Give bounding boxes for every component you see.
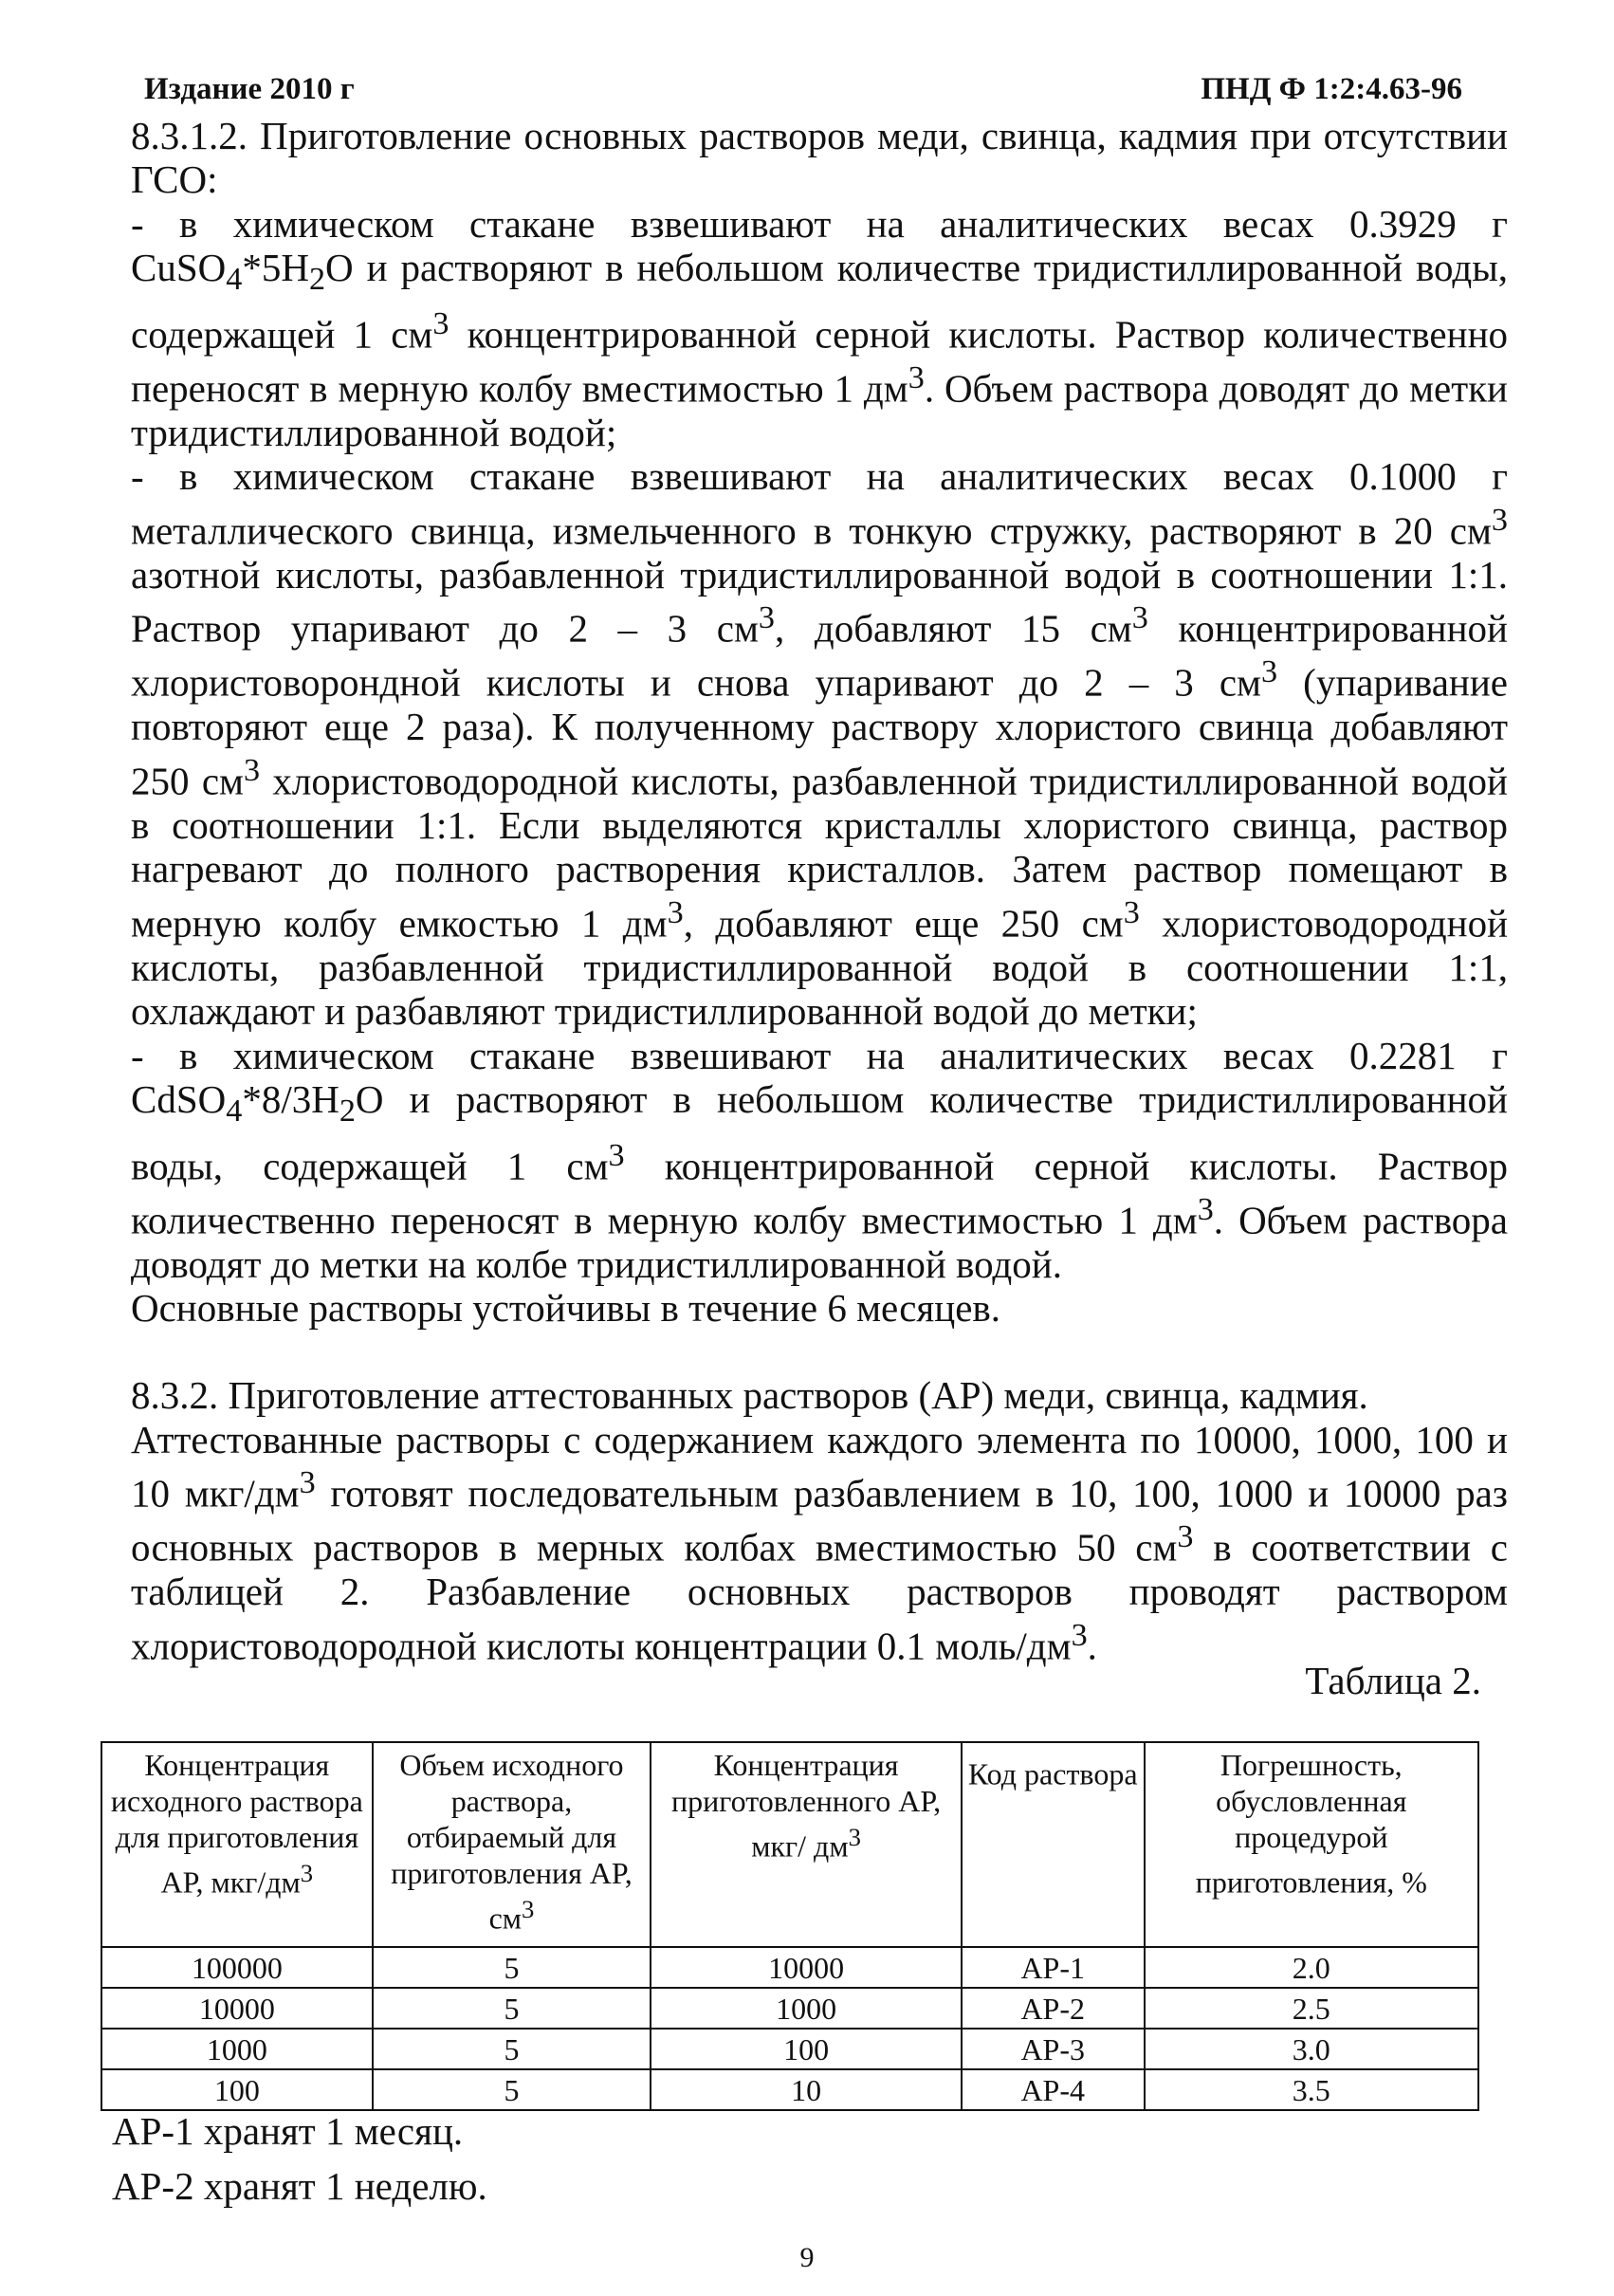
page-header: [144, 72, 1462, 119]
header-error: Погрешность, обусловленная процедурой приготовления, %: [1145, 1742, 1478, 1947]
table-cell: 10000: [101, 1988, 373, 2029]
table-cell: 5: [373, 2029, 651, 2069]
section-8-3-2-heading: 8.3.2. Приготовление аттестованных растворов (АР) меди, свинца, кадмия.: [131, 1373, 1368, 1418]
table-cell: 100: [101, 2069, 373, 2110]
header-source-concentration: Концентрация исходного раствора для приготовления АР, мкг/$дм^3$: [101, 1742, 373, 1947]
page-number: 9: [799, 2242, 815, 2273]
edition-label: Издание 2010 г: [144, 72, 355, 106]
table-cell: 1000: [651, 1988, 962, 2029]
table-caption: Таблица 2.: [1305, 1659, 1481, 1702]
paragraph-spacer: [131, 1330, 1508, 1373]
table-row: [101, 1988, 1478, 2029]
table-cell: 3.5: [1145, 2069, 1478, 2110]
table-cell: 100: [651, 2029, 962, 2069]
storage-notes: [112, 2103, 487, 2213]
table-cell: 10000: [651, 1947, 962, 1988]
section-8-3-1-2-heading: 8.3.1.2. Приготовление основных растворов меди, свинца, кадмия при отсутствии ГСО:: [131, 114, 1508, 202]
cadmium-paragraph: - в химическом стакане взвешивают на аналитических весах 0.2281 г $CdSO_4*8/3H_2O$ и растворяют в небольшом количестве тридистиллированной воды, содержащей 1 $см^3$ концентрированной серной кислоты. Раствор количественно переносят в мерную колбу вместимостью 1 $дм^3$. Объем раствора доводят до метки на колбе тридистиллированной водой.: [131, 1033, 1508, 1286]
table-cell: 10: [651, 2069, 962, 2110]
body-text: [131, 114, 1508, 1668]
header-prepared-concentration: Концентрация приготовленного АР, мкг/ $дм^3$: [651, 1742, 962, 1947]
table-cell: АР-4: [962, 2069, 1145, 2110]
copper-paragraph: - в химическом стакане взвешивают на аналитических весах 0.3929 г $CuSO_4*5H_2O$ и растворяют в небольшом количестве тридистиллированной воды, содержащей 1 $см^3$ концентрированной серной кислоты. Раствор количественно переносят в мерную колбу вместимостью 1 $дм^3$. Объем раствора доводят до метки тридистиллированной водой;: [131, 201, 1509, 454]
table-cell: АР-3: [962, 2029, 1145, 2069]
table-cell: 100000: [101, 1947, 373, 1988]
table-cell: 5: [373, 1947, 651, 1988]
table-cell: 5: [373, 1988, 651, 2029]
note-ar2-storage: АР-2 хранят 1 неделю.: [112, 2164, 487, 2208]
document-code: ПНД Ф 1:2:4.63-96: [1201, 72, 1462, 106]
table-cell: 2.5: [1145, 1988, 1478, 2029]
solutions-table: [101, 1741, 1479, 2111]
note-ar1-storage: АР-1 хранят 1 месяц.: [112, 2109, 464, 2153]
section-8-3-2-paragraph: Аттестованные растворы с содержанием каждого элемента по 10000, 1000, 100 и 10 мкг/$дм^3$ готовят последовательным разбавлением в 10, 100, 1000 и 10000 раз основных растворов в мерных колбах вместимостью 50 $см^3$ в соответствии с таблицей 2. Разбавление основных растворов проводят раствором хлористоводородной кислоты концентрации 0.1 моль/$дм^3$.: [131, 1417, 1508, 1668]
header-solution-code: Код раствора: [962, 1742, 1145, 1947]
header-source-volume: Объем исходного раствора, отбираемый для приготовления АР, $см^3$: [373, 1742, 651, 1947]
table-cell: 1000: [101, 2029, 373, 2069]
stability-note: Основные растворы устойчивы в течение 6 месяцев.: [131, 1286, 1001, 1331]
table-cell: 5: [373, 2069, 651, 2110]
table-cell: АР-1: [962, 1947, 1145, 1988]
table-cell: 3.0: [1145, 2029, 1478, 2069]
table-row: [101, 1947, 1478, 1988]
lead-paragraph: - в химическом стакане взвешивают на аналитических весах 0.1000 г металлического свинца, измельченного в тонкую стружку, растворяют в 20 $см^3$ азотной кислоты, разбавленной тридистиллированной водой в соотношении 1:1. Раствор упаривают до 2 – 3 $см^3$, добавляют 15 $см^3$ концентрированной хлористоворондной кислоты и снова упаривают до 2 – 3 $см^3$ (упаривание повторяют еще 2 раза). К полученному раствору хлористого свинца добавляют 250 $см^3$ хлористоводородной кислоты, разбавленной тридистиллированной водой в соотношении 1:1. Если выделяются кристаллы хлористого свинца, раствор нагревают до полного растворения кристаллов. Затем раствор помещают в мерную колбу емкостью 1 $дм^3$, добавляют еще 250 $см^3$ хлористоводородной кислоты, разбавленной тридистиллированной водой в соотношении 1:1, охлаждают и разбавляют тридистиллированной водой до метки;: [131, 454, 1509, 1034]
table-row: [101, 2029, 1478, 2069]
table-cell: АР-2: [962, 1988, 1145, 2029]
table-header-row: [101, 1742, 1478, 1947]
table-cell: 2.0: [1145, 1947, 1478, 1988]
